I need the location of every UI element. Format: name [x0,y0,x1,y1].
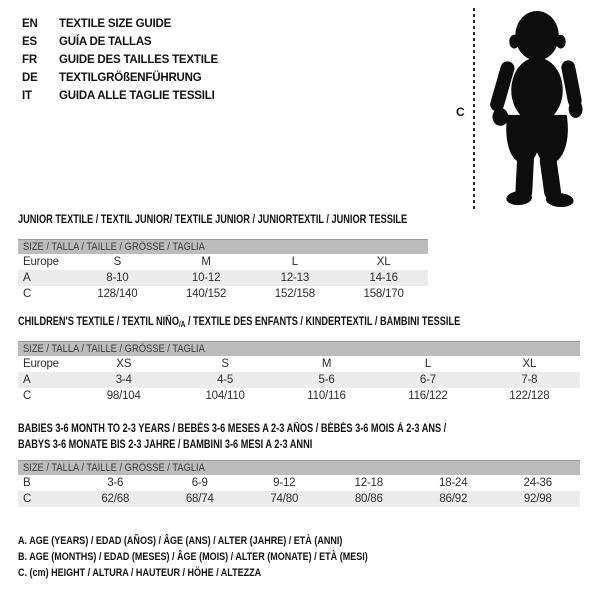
footnote-height: C. (cm) HEIGHT / ALTURA / HAUTEUR / HÖHE / ALTEZZA [18,567,262,579]
language-row [22,69,218,87]
size-value-cell: 18-24 [439,477,468,489]
table-row [18,270,428,286]
size-value-cell: XS [116,358,132,370]
table-row [18,388,580,404]
size-value-cell: 4-5 [217,374,234,386]
language-row [22,87,218,105]
babies-size-table [18,460,580,507]
table-body [18,254,428,302]
row-label: C [23,390,32,402]
size-table-header-text: SIZE / TALLA / TAILLE / GRÖSSE / TAGLIA [23,241,205,253]
size-table-header [18,239,428,254]
footnote-age-months: B. AGE (MONTHS) / EDAD (MESES) / ÂGE (MOIS) / ALTER (MONATE) / ETÀ (MESI) [18,551,368,563]
language-row [22,51,218,69]
size-value-cell: 24-36 [523,477,552,489]
language-title: GUÍA DE TALLAS [59,36,152,48]
size-value-cell: 158/170 [363,288,404,300]
language-title: TEXTILE SIZE GUIDE [59,18,172,30]
size-value-cell: 6-9 [191,477,208,489]
size-value-cell: 80/86 [354,493,383,505]
row-label: A [23,374,31,386]
table-row [18,254,428,270]
size-table-header [18,341,580,356]
size-value-cell: S [221,358,229,370]
children-title-suffix: / TEXTILE DES ENFANTS / KINDERTEXTIL / BAMBINI TESSILE [185,316,461,328]
size-value-cell: 10-12 [191,272,221,284]
size-value-cell: 104/110 [205,390,245,402]
language-code: IT [22,90,32,102]
language-code: EN [22,18,38,30]
row-label: Europe [23,256,59,268]
babies-title-line2: BABYS 3-6 MONATE BIS 2-3 JAHRE / BAMBINI 3-6 MESI A 2-3 ANNI [18,439,313,451]
size-value-cell: 68/74 [185,493,214,505]
footnote-age-years: A. AGE (YEARS) / EDAD (AÑOS) / ÂGE (ANS) / ALTER (JAHRE) / ETÀ (ANNI) [18,535,343,547]
size-value-cell: 9-12 [273,477,296,489]
size-value-cell: S [113,256,122,268]
children-title-subscript: /A [178,320,186,329]
children-table-title [18,316,460,329]
height-measure-label: C [456,105,465,119]
size-value-cell: XL [376,256,391,268]
size-value-cell: 98/104 [106,390,141,402]
size-value-cell: 110/116 [307,390,346,402]
table-body [18,475,580,507]
size-value-cell: 152/158 [274,288,315,300]
size-value-cell: 74/80 [270,493,299,505]
size-value-cell: 122/128 [509,390,550,402]
size-value-cell: 3-6 [107,477,124,489]
size-table-header-text: SIZE / TALLA / TAILLE / GRÖSSE / TAGLIA [23,462,205,474]
children-size-table [18,341,580,404]
size-value-cell: 8-10 [106,272,129,284]
table-row [18,475,580,491]
language-title: TEXTILGRÖßENFÜHRUNG [59,72,202,84]
row-label: C [23,288,32,300]
table-row [18,372,580,388]
row-label: Europe [23,358,59,370]
babies-title-line1: BABIES 3-6 MONTH TO 2-3 YEARS / BEBÉS 3-6 MESES A 2-3 AÑOS / BÉBÉS 3-6 MOIS À 2-3 ANS / [18,423,447,435]
language-title: GUIDE DES TAILLES TEXTILE [59,54,218,66]
row-label: C [23,493,32,505]
size-value-cell: 3-4 [115,374,132,386]
size-value-cell: 5-6 [318,374,335,386]
size-table-header [18,460,580,475]
row-label: B [23,477,31,489]
size-value-cell: XL [522,358,537,370]
size-value-cell: 92/98 [523,493,552,505]
table-body [18,356,580,404]
size-value-cell: 128/140 [97,288,138,300]
language-guide [22,15,218,105]
size-value-cell: M [321,358,332,370]
language-code: ES [22,36,37,48]
children-title-prefix: CHILDREN'S TEXTILE / TEXTIL NIÑO [18,316,179,328]
language-title: GUIDA ALLE TAGLIE TESSILI [59,90,215,102]
language-code: FR [22,54,37,66]
table-row [18,356,580,372]
table-row [18,491,580,507]
size-value-cell: 116/122 [408,390,448,402]
language-code: DE [22,72,38,84]
footnotes [18,533,445,581]
size-value-cell: L [424,358,432,370]
height-measure-dotted-line [473,8,475,212]
size-value-cell: 12-13 [280,272,310,284]
babies-table-title [18,421,446,453]
size-value-cell: 86/92 [439,493,468,505]
size-value-cell: 140/152 [186,288,227,300]
baby-silhouette-icon [480,6,596,208]
size-value-cell: 12-18 [354,477,383,489]
junior-table-title: JUNIOR TEXTILE / TEXTIL JUNIOR/ TEXTILE JUNIOR / JUNIORTEXTIL / JUNIOR TESSILE [18,214,408,226]
table-row [18,286,428,302]
size-value-cell: 62/68 [101,493,130,505]
size-value-cell: 7-8 [521,374,538,386]
size-value-cell: 6-7 [419,374,436,386]
junior-size-table [18,239,428,302]
size-table-header-text: SIZE / TALLA / TAILLE / GRÖSSE / TAGLIA [23,343,205,355]
row-label: A [23,272,31,284]
language-row [22,33,218,51]
language-row [22,15,218,33]
size-value-cell: 14-16 [369,272,398,284]
size-value-cell: L [291,256,298,268]
size-value-cell: M [201,256,211,268]
